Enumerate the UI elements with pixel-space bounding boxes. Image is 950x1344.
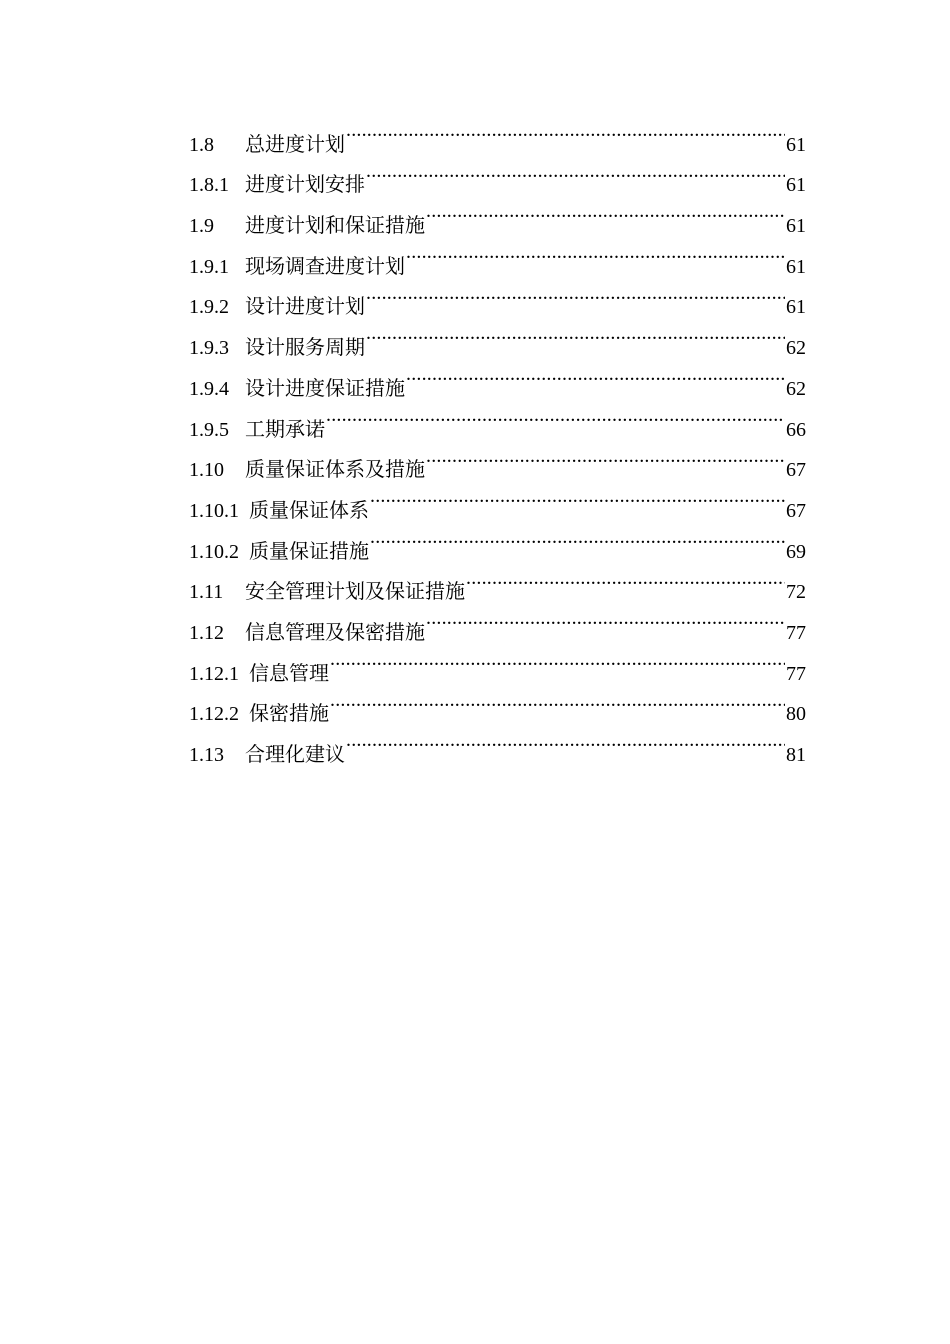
- toc-title: 总进度计划: [245, 133, 345, 156]
- toc-number: 1.9.2: [189, 296, 229, 319]
- toc-leader-dots: [346, 110, 785, 151]
- toc-number: 1.9: [189, 215, 214, 238]
- toc-number: 1.12: [189, 621, 224, 644]
- toc-title: 质量保证体系: [249, 499, 369, 522]
- toc-number: 1.8.1: [189, 174, 229, 197]
- toc-number: 1.10: [189, 459, 224, 482]
- toc-title: 现场调查进度计划: [245, 255, 405, 278]
- toc-number: 1.10.1: [189, 499, 239, 522]
- toc-number: 1.10.2: [189, 540, 239, 563]
- toc-page-number: 67: [786, 499, 806, 522]
- toc-number: 1.13: [189, 744, 224, 766]
- toc-page-number: 72: [786, 581, 806, 604]
- toc-leader-dots: [370, 517, 785, 558]
- toc-number: 1.12.1: [189, 662, 239, 685]
- toc-number: 1.8: [189, 133, 214, 156]
- toc-title: 质量保证体系及措施: [245, 459, 425, 482]
- toc-page-number: 62: [786, 377, 806, 400]
- toc-title: 进度计划和保证措施: [245, 215, 425, 238]
- toc-number: 1.9.3: [189, 337, 229, 360]
- toc-page-number: 81: [786, 744, 806, 766]
- toc-title: 保密措施: [249, 703, 329, 726]
- toc-title: 进度计划安排: [245, 174, 365, 197]
- toc-leader-dots: [370, 476, 785, 517]
- toc-title: 信息管理: [249, 662, 329, 685]
- toc-number: 1.9.1: [189, 255, 229, 278]
- toc-leader-dots: [326, 395, 785, 436]
- toc-leader-dots: [346, 720, 785, 761]
- toc-number: 1.9.5: [189, 418, 229, 441]
- toc-title: 工期承诺: [245, 418, 325, 441]
- toc-leader-dots: [366, 273, 785, 314]
- toc-leader-dots: [426, 191, 785, 232]
- toc-leader-dots: [366, 313, 785, 354]
- toc-page-number: 67: [786, 459, 806, 482]
- toc-page-number: 61: [786, 215, 806, 238]
- toc-page-number: 61: [786, 255, 806, 278]
- toc-number: 1.11: [189, 581, 224, 604]
- toc-title: 设计进度计划: [245, 296, 365, 319]
- toc-page-number: 69: [786, 540, 806, 563]
- table-of-contents: [189, 110, 806, 766]
- toc-title: 设计进度保证措施: [245, 377, 405, 400]
- toc-title: 信息管理及保密措施: [245, 621, 425, 644]
- toc-entry[interactable]: [189, 110, 806, 156]
- toc-title: 质量保证措施: [249, 540, 369, 563]
- toc-leader-dots: [406, 232, 785, 273]
- toc-page-number: 77: [786, 621, 806, 644]
- toc-leader-dots: [426, 598, 785, 639]
- toc-title: 设计服务周期: [245, 337, 365, 360]
- toc-leader-dots: [330, 639, 785, 680]
- toc-page-number: 61: [786, 296, 806, 319]
- toc-leader-dots: [366, 151, 785, 192]
- toc-title: 合理化建议: [245, 744, 345, 766]
- toc-page-number: 61: [786, 174, 806, 197]
- toc-number: 1.9.4: [189, 377, 229, 400]
- toc-number: 1.12.2: [189, 703, 239, 726]
- toc-page-number: 61: [786, 133, 806, 156]
- toc-leader-dots: [426, 436, 785, 477]
- toc-page-number: 77: [786, 662, 806, 685]
- toc-title: 安全管理计划及保证措施: [245, 581, 465, 604]
- toc-page-number: 62: [786, 337, 806, 360]
- toc-leader-dots: [406, 354, 785, 395]
- toc-page-number: 66: [786, 418, 806, 441]
- toc-leader-dots: [466, 558, 785, 599]
- toc-leader-dots: [330, 680, 785, 721]
- toc-page-number: 80: [786, 703, 806, 726]
